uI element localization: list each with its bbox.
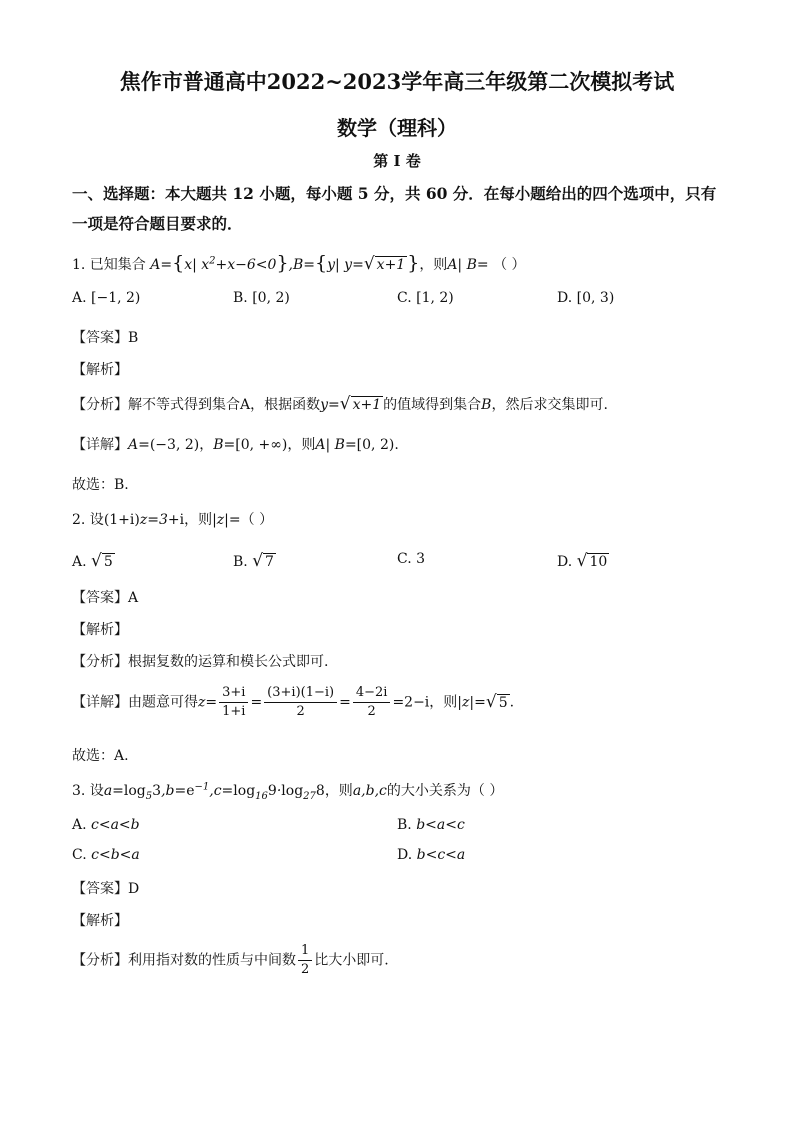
question-1-sets: A={x| $x^2+x-6<0\},B=\{y|$ y=√ x+1 } <box>150 252 420 274</box>
q3-answer: 【答案】D <box>72 881 140 897</box>
exam-subject: 数学（理科） <box>337 116 457 140</box>
q2-detail: 【详解】由题意可得z= $\frac{3+i}{1+i}$ = $\frac{(3+i)(1-i)}{2}$ = $\frac{4-2i}{2}$ =2−i，则|z|=√ 5 . <box>72 685 515 719</box>
q2-option-d: D. √ 10 <box>557 551 608 571</box>
exam-volume: 第 I 卷 <box>373 152 421 170</box>
q1-option-c: C. [1, 2) <box>397 290 454 306</box>
q2-answer: 【答案】A <box>72 590 139 606</box>
question-1-prefix: 1. 已知集合 <box>72 257 146 273</box>
q1-option-b: B. [0, 2) <box>233 290 290 306</box>
q1-analysis-tag: 【解析】 <box>72 362 128 378</box>
q3-option-c: C. c<b<a <box>72 847 140 863</box>
question-1-paren: （ ） <box>493 257 526 273</box>
q2-choose: 故选：A. <box>72 748 129 764</box>
q1-detail: 【详解】A=(−3, 2)，B=[0, +∞)，则A| B=[0, 2). <box>72 437 399 453</box>
exam-title: 焦作市普通高中2022~2023学年高三年级第二次模拟考试 <box>119 69 675 94</box>
q2-option-b: B. √ 7 <box>233 551 274 571</box>
q1-option-d: D. [0, 3) <box>557 290 615 306</box>
q3-analysis-tag: 【解析】 <box>72 913 128 929</box>
question-3: 3. 设$a=\log_53,b=e^{-1},c=\log_{16}9\cdot\log_{27}8$，则a,b,c的大小关系为（ ） <box>72 781 504 802</box>
q2-fenxi: 【分析】根据复数的运算和模长公式即可. <box>72 654 329 670</box>
q2-analysis-tag: 【解析】 <box>72 622 128 638</box>
question-1-suffix: ，则 <box>419 257 448 273</box>
section-instructions-line1: 一、选择题：本大题共 12 小题，每小题 5 分，共 60 分．在每小题给出的四个选项中，只有 <box>72 184 717 203</box>
q1-choose: 故选：B. <box>72 477 129 493</box>
q1-answer: 【答案】B <box>72 330 139 346</box>
section-instructions-line2: 一项是符合题目要求的． <box>72 214 243 233</box>
q1-fenxi: 【分析】解不等式得到集合A，根据函数y=√ x+1 的值域得到集合B，然后求交集即可. <box>72 394 608 414</box>
q3-fenxi: 【分析】利用指对数的性质与中间数 $\frac{1}{2}$ 比大小即可. <box>72 943 389 977</box>
q2-option-c: C. 3 <box>397 551 426 567</box>
question-2: 2. 设(1+i)z=3+i，则|z|=（ ） <box>72 512 274 528</box>
q2-option-a: A. √ 5 <box>72 551 113 571</box>
question-1-expr: A| B= <box>447 257 489 273</box>
q1-option-a: A. [−1, 2) <box>72 290 141 306</box>
question-1 <box>72 252 526 274</box>
q3-option-b: B. b<a<c <box>397 817 465 833</box>
q3-option-a: A. c<a<b <box>72 817 140 833</box>
q3-option-d: D. b<c<a <box>397 847 466 863</box>
